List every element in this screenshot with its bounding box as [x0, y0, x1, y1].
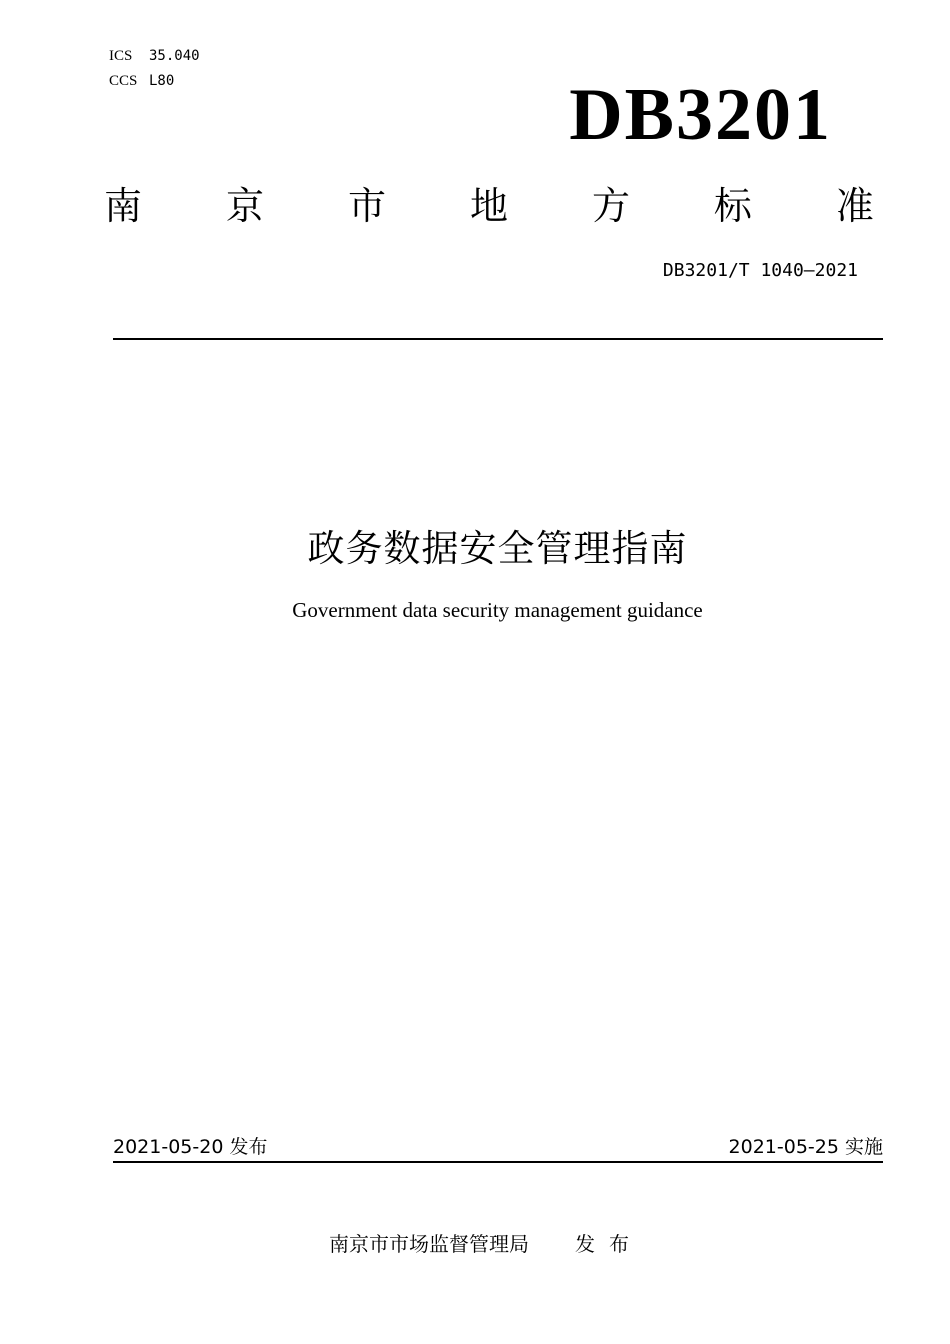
ics-value: 35.040: [149, 48, 200, 64]
publish-date: 2021-05-20 发布: [113, 1136, 268, 1158]
standard-type-char: 南: [104, 184, 143, 228]
standard-type-char: 市: [347, 184, 386, 228]
issuer: [0, 1228, 950, 1257]
ics-row: [109, 43, 200, 68]
standard-type-char: 方: [591, 184, 630, 228]
ccs-label: CCS: [109, 73, 138, 89]
standard-type-char: 标: [713, 184, 752, 228]
header-divider: [113, 338, 883, 340]
title-english: Government data security management guidance: [292, 598, 703, 622]
standard-type-char: 地: [469, 184, 508, 228]
issuer-action: 发布: [575, 1232, 643, 1256]
title-chinese: 政务数据安全管理指南: [307, 527, 688, 570]
db-code-mark: DB3201: [569, 74, 832, 156]
issuer-name: 南京市市场监督管理局: [329, 1232, 529, 1256]
classification-codes: [109, 43, 200, 93]
footer-divider: [113, 1161, 883, 1163]
ics-label: ICS: [109, 48, 133, 64]
standard-type-char: 京: [225, 184, 264, 228]
standard-number: DB3201/T 1040—2021: [662, 260, 858, 281]
implement-date: 2021-05-25 实施: [728, 1136, 883, 1158]
ccs-row: [109, 68, 200, 93]
ccs-value: L80: [149, 73, 175, 89]
standard-type-char: 准: [835, 184, 874, 228]
standard-type: [104, 183, 874, 229]
